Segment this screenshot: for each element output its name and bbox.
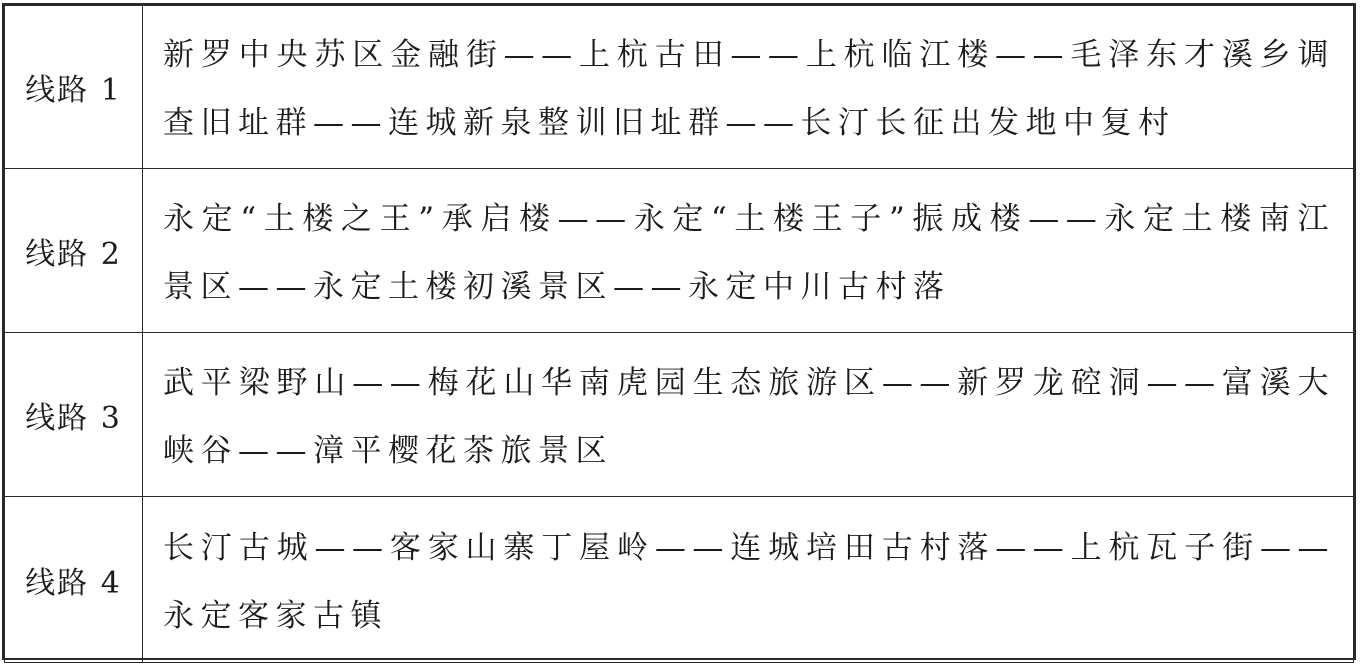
- route-description: 永定“土楼之王”承启楼——永定“土楼王子”振成楼——永定土楼南江景区——永定土楼初溪景区——永定中川古村落: [143, 169, 1354, 333]
- routes-table-frame: [2, 3, 1356, 660]
- route-description: 长汀古城——客家山寨丁屋岭——连城培田古村落——上杭瓦子街——永定客家古镇: [143, 497, 1354, 663]
- table-row: [5, 333, 1354, 497]
- table-row: [5, 6, 1354, 169]
- routes-table: [4, 5, 1354, 663]
- route-label: 线路 1: [5, 6, 143, 169]
- route-label: 线路 2: [5, 169, 143, 333]
- route-description: 新罗中央苏区金融街——上杭古田——上杭临江楼——毛泽东才溪乡调查旧址群——连城新泉整训旧址群——长汀长征出发地中复村: [143, 6, 1354, 169]
- table-row: [5, 497, 1354, 663]
- table-row: [5, 169, 1354, 333]
- route-description: 武平梁野山——梅花山华南虎园生态旅游区——新罗龙硿洞——富溪大峡谷——漳平樱花茶旅景区: [143, 333, 1354, 497]
- route-label: 线路 4: [5, 497, 143, 663]
- route-label: 线路 3: [5, 333, 143, 497]
